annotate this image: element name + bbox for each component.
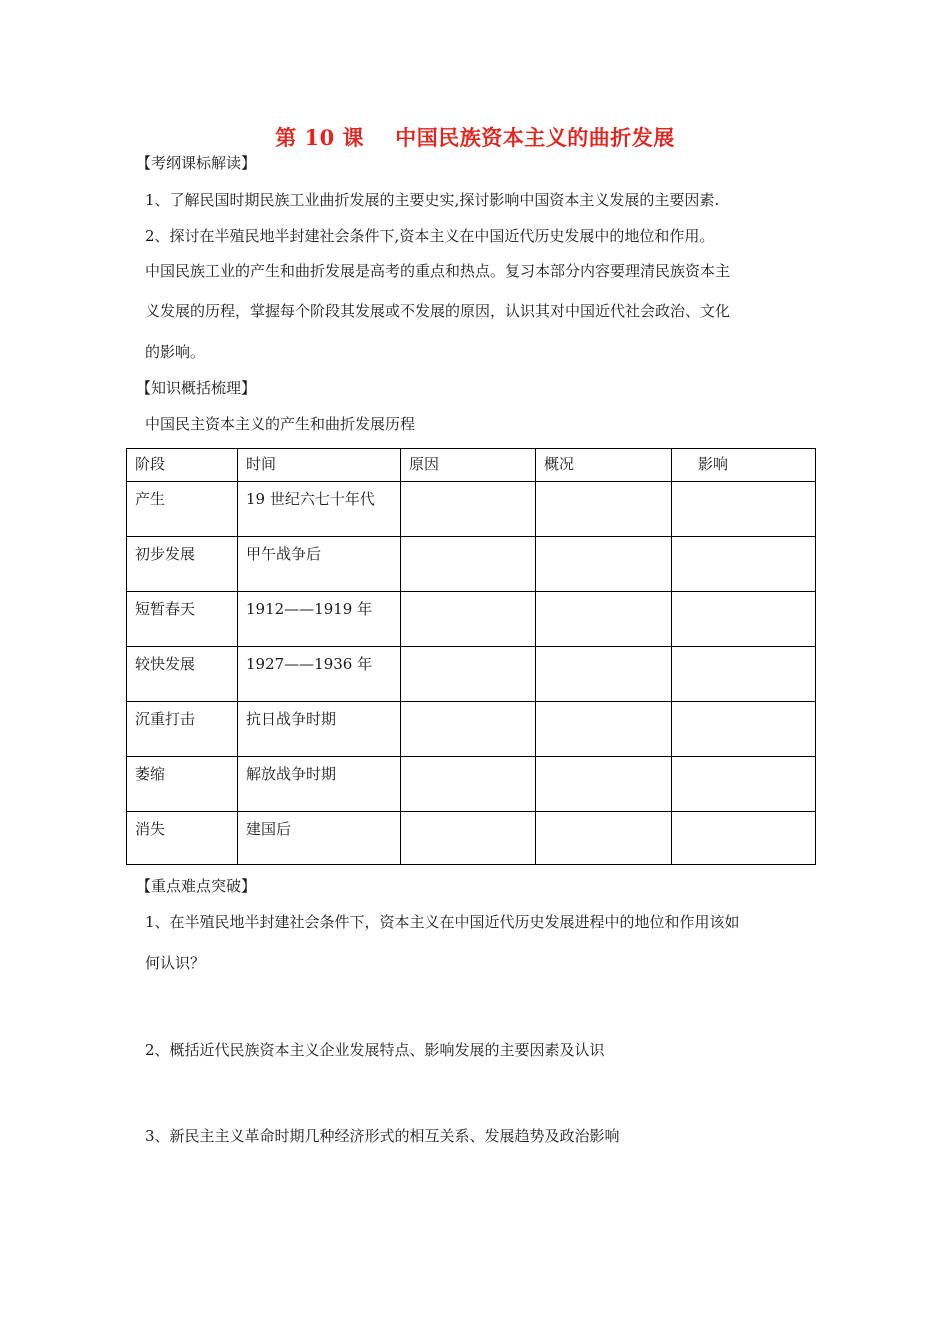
overview-cell bbox=[536, 592, 672, 647]
syllabus-item-2: 2、探讨在半殖民地半封建社会条件下,资本主义在中国近代历史发展中的地位和作用。 bbox=[145, 227, 715, 245]
overview-cell bbox=[536, 647, 672, 702]
impact-cell bbox=[672, 647, 816, 702]
header-time: 时间 bbox=[238, 449, 401, 482]
reason-cell bbox=[401, 702, 536, 757]
reason-cell bbox=[401, 482, 536, 537]
intro-paragraph-line-1: 中国民族工业的产生和曲折发展是高考的重点和热点。复习本部分内容要理清民族资本主 bbox=[145, 262, 731, 280]
overview-cell bbox=[536, 757, 672, 812]
lesson-title: 第 10 课 中国民族资本主义的曲折发展 bbox=[275, 125, 675, 150]
section-heading-syllabus: 【考纲课标解读】 bbox=[136, 154, 257, 172]
reason-cell bbox=[401, 647, 536, 702]
question-3: 3、新民主主义革命时期几种经济形式的相互关系、发展趋势及政治影响 bbox=[145, 1127, 620, 1145]
overview-cell bbox=[536, 482, 672, 537]
impact-cell bbox=[672, 702, 816, 757]
table-header-row bbox=[127, 449, 816, 482]
table-caption: 中国民主资本主义的产生和曲折发展历程 bbox=[145, 415, 416, 433]
stage-cell: 较快发展 bbox=[127, 647, 238, 702]
header-overview: 概况 bbox=[536, 449, 672, 482]
section-heading-knowledge: 【知识概括梳理】 bbox=[136, 379, 257, 397]
reason-cell bbox=[401, 757, 536, 812]
table-row bbox=[127, 482, 816, 537]
intro-paragraph-line-2: 义发展的历程，掌握每个阶段其发展或不发展的原因，认识其对中国近代社会政治、文化 bbox=[145, 302, 731, 320]
stage-cell: 萎缩 bbox=[127, 757, 238, 812]
overview-cell bbox=[536, 537, 672, 592]
stage-cell: 消失 bbox=[127, 812, 238, 865]
time-cell: 建国后 bbox=[238, 812, 401, 865]
time-cell: 抗日战争时期 bbox=[238, 702, 401, 757]
overview-cell bbox=[536, 702, 672, 757]
header-reason: 原因 bbox=[401, 449, 536, 482]
header-stage: 阶段 bbox=[127, 449, 238, 482]
section-heading-key-points: 【重点难点突破】 bbox=[136, 877, 257, 895]
header-impact: 影响 bbox=[672, 449, 816, 482]
table-row bbox=[127, 647, 816, 702]
impact-cell bbox=[672, 592, 816, 647]
question-2: 2、概括近代民族资本主义企业发展特点、影响发展的主要因素及认识 bbox=[145, 1041, 605, 1059]
time-cell: 甲午战争后 bbox=[238, 537, 401, 592]
impact-cell bbox=[672, 537, 816, 592]
stage-cell: 产生 bbox=[127, 482, 238, 537]
reason-cell bbox=[401, 537, 536, 592]
question-1-line-1: 1、在半殖民地半封建社会条件下，资本主义在中国近代历史发展进程中的地位和作用该如 bbox=[145, 913, 740, 931]
table-row bbox=[127, 592, 816, 647]
reason-cell bbox=[401, 812, 536, 865]
question-1-line-2: 何认识？ bbox=[145, 954, 206, 972]
impact-cell bbox=[672, 482, 816, 537]
stage-cell: 短暂春天 bbox=[127, 592, 238, 647]
overview-cell bbox=[536, 812, 672, 865]
time-cell: 1927——1936 年 bbox=[238, 647, 401, 702]
table-row bbox=[127, 702, 816, 757]
reason-cell bbox=[401, 592, 536, 647]
table-row bbox=[127, 757, 816, 812]
table-row bbox=[127, 537, 816, 592]
stage-cell: 初步发展 bbox=[127, 537, 238, 592]
time-cell: 解放战争时期 bbox=[238, 757, 401, 812]
syllabus-item-1: 1、了解民国时期民族工业曲折发展的主要史实,探讨影响中国资本主义发展的主要因素. bbox=[145, 191, 720, 209]
impact-cell bbox=[672, 757, 816, 812]
intro-paragraph-line-3: 的影响。 bbox=[145, 343, 206, 361]
time-cell: 19 世纪六七十年代 bbox=[238, 482, 401, 537]
stage-cell: 沉重打击 bbox=[127, 702, 238, 757]
time-cell: 1912——1919 年 bbox=[238, 592, 401, 647]
table-row bbox=[127, 812, 816, 865]
development-stages-table bbox=[126, 448, 816, 865]
impact-cell bbox=[672, 812, 816, 865]
